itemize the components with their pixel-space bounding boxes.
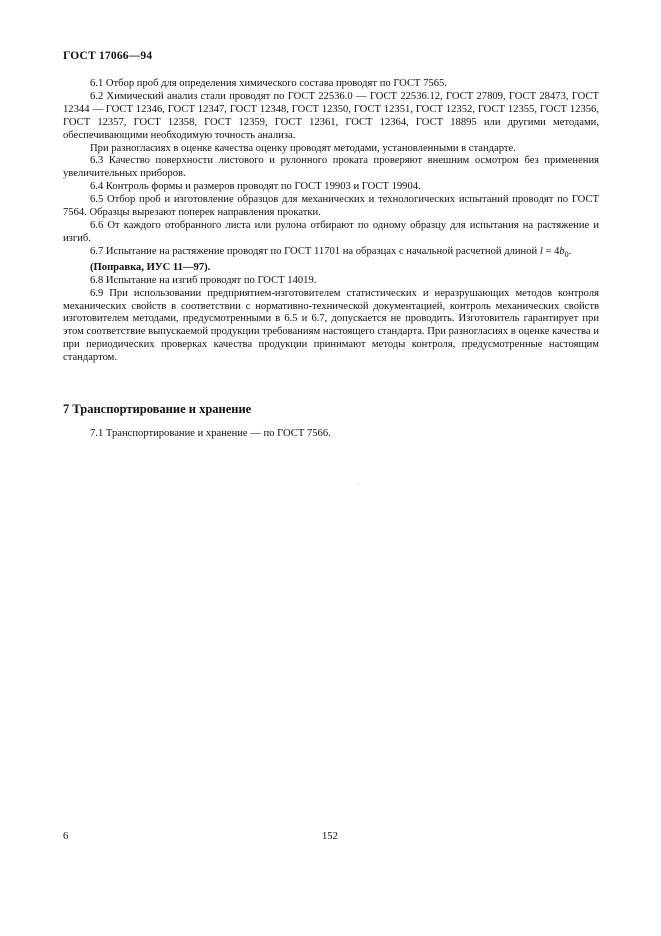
section-6-body <box>63 78 599 365</box>
section-7-title: 7 Транспортирование и хранение <box>63 402 252 416</box>
paragraph-6-4: 6.4 Контроль формы и размеров проводят по ГОСТ 19903 и ГОСТ 19904. <box>90 181 421 193</box>
formula-subscript: 0 <box>564 249 569 259</box>
formula-eq: = 4 <box>542 245 560 257</box>
paragraph-6-3: 6.3 Качество поверхности листового и рулонного проката проверяют внешним осмотром без применения увеличительных приборов. <box>63 155 599 180</box>
paragraph-6-9: 6.9 При использовании предприятием-изготовителем статистических и неразрушающих методов контроля механических свойств в соответствии с нормативно-технической документацией, контроль механических свойств изготовителем методами, предусмотренными в 6.5 и 6.7, допускается не проводить. Изготовитель гарантирует при этом соответствие выпускаемой продукции требованиям настоящего стандарта. При разногласиях в оценке качества и при периодических проверках качества продукции принимают методы контроля, предусмотренные настоящим стандартом. <box>63 287 599 364</box>
formula-b: b <box>559 245 565 257</box>
paragraph-6-7 <box>63 246 599 262</box>
sheet-number: 152 <box>322 831 338 842</box>
paragraph-7-1: 7.1 Транспортирование и хранение — по ГОСТ 7566. <box>90 428 331 439</box>
paragraph-6-2: 6.2 Химический анализ стали проводят по ГОСТ 22536.0 — ГОСТ 22536.12, ГОСТ 27809, ГОСТ 28473, ГОСТ 12344 — ГОСТ 12346, ГОСТ 12347, ГОСТ 12348, ГОСТ 12350, ГОСТ 12351, ГОСТ 12352, ГОСТ 12355, ГОСТ 12356, ГОСТ 12357, ГОСТ 12358, ГОСТ 12359, ГОСТ 12361, ГОСТ 12364, ГОСТ 18895 или другими методами, обеспечивающими необходимую точность анализа. <box>63 90 599 141</box>
paragraph-6-6: 6.6 От каждого отобранного листа или рулона отбирают по одному образцу для испытания на растяжение и изгиб. <box>63 219 599 244</box>
paragraph-6-5: 6.5 Отбор проб и изготовление образцов для механических и технологических испытаний проводят по ГОСТ 7564. Образцы вырезают поперек направления прокатки. <box>63 194 599 219</box>
scan-speck <box>358 483 359 484</box>
section-7-body <box>63 428 599 441</box>
formula-l: l <box>539 245 543 257</box>
page-number: 6 <box>63 831 69 842</box>
paragraph-6-8: 6.8 Испытание на изгиб проводят по ГОСТ 14019. <box>90 274 317 286</box>
formula-end: . <box>568 245 572 257</box>
document-header: ГОСТ 17066—94 <box>63 50 153 62</box>
paragraph-6-1: 6.1 Отбор проб для определения химического состава проводят по ГОСТ 7565. <box>90 78 447 89</box>
paragraph-6-7-text: 6.7 Испытание на растяжение проводят по ГОСТ 11701 на образцах с начальной расчетной длиной <box>90 245 540 257</box>
amendment-note: (Поправка, ИУС 11—97). <box>90 261 211 273</box>
paragraph-disagreement: При разногласиях в оценке качества оценку проводят методами, установленными в стандарте. <box>90 142 516 154</box>
